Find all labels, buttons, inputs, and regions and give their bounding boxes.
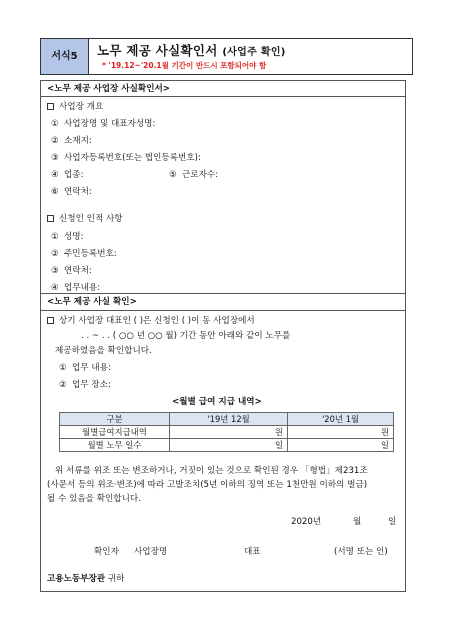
row-label: 월별급여지급내역	[60, 426, 170, 439]
work-item: ① 업무 내용:	[59, 363, 111, 373]
business-item: ③ 사업자등록번호(또는 법인등록번호):	[51, 153, 201, 163]
form-title-row	[97, 43, 286, 59]
date-day: 일	[388, 517, 397, 527]
form-number-badge: 서식5	[41, 39, 89, 74]
row-label: 월별 노무 일수	[60, 439, 170, 452]
statement-line-3: 제공하였음을 확인합니다.	[55, 346, 152, 356]
wage-cell[interactable]: 원	[288, 426, 394, 439]
section2-divider-top	[41, 293, 405, 294]
business-item: ② 소재지:	[51, 136, 92, 146]
recipient-line	[47, 574, 124, 584]
statement-line-1: 상기 사업장 대표인 ( )은 신청인 ( )이 동 사업장에서	[47, 316, 255, 326]
checkbox-icon	[47, 215, 54, 222]
header-text	[89, 39, 286, 74]
applicant-item: ① 성명:	[51, 232, 84, 242]
checkbox-icon	[47, 317, 54, 324]
confirmer-label: 확인자	[94, 547, 119, 557]
business-item: ⑥ 연락처:	[51, 187, 92, 197]
legal-line-1: 위 서류를 위조 또는 변조하거나, 거짓이 있는 것으로 확인된 경우 「형법」제231조	[55, 466, 368, 476]
section2-heading: <노무 제공 사실 확인>	[47, 297, 137, 307]
business-item: ① 사업장명 및 대표자성명:	[51, 119, 156, 129]
table-header-cell: '19년 12월	[170, 413, 288, 426]
wage-cell[interactable]: 원	[170, 426, 288, 439]
days-cell[interactable]: 일	[288, 439, 394, 452]
legal-line-2: (사문서 등의 위조·변조)에 따라 고발조치(5년 이하의 징역 또는 1천만원 이하의 벌금)	[47, 480, 368, 490]
date-month: 월	[353, 517, 362, 527]
business-item: ④ 업종:	[51, 170, 84, 180]
table-header-row	[60, 413, 394, 426]
applicant-item: ③ 연락처:	[51, 266, 92, 276]
section1-heading: <노무 제공 사업장 사실확인서>	[47, 84, 170, 94]
work-item: ② 업무 장소:	[59, 380, 111, 390]
business-overview-label: 사업장 개요	[47, 102, 103, 112]
recipient: 고용노동부장관	[47, 574, 106, 584]
business-item-employees: ⑤ 근로자수:	[169, 170, 219, 180]
representative-label: 대표	[244, 547, 261, 557]
table-row	[60, 426, 394, 439]
signature-placeholder: (서명 또는 인)	[334, 547, 388, 557]
statement-line-2: . . ~ . . ( ○○ 년 ○○ 월) 기간 동안 아래와 같이 노무를	[81, 331, 291, 341]
form-title-suffix: (사업주 확인)	[222, 47, 286, 58]
form-body	[40, 80, 406, 592]
period-notice: * '19.12~'20.1월 기간이 반드시 포함되어야 함	[102, 61, 267, 70]
days-cell[interactable]: 일	[170, 439, 288, 452]
section1-divider	[41, 96, 405, 97]
table-header-cell: '20년 1월	[288, 413, 394, 426]
form-title: 노무 제공 사실확인서	[97, 43, 218, 58]
table-header-cell: 구분	[60, 413, 170, 426]
applicant-item: ② 주민등록번호:	[51, 249, 117, 259]
applicant-item: ④ 업무내용:	[51, 283, 101, 293]
business-name-label: 사업장명	[134, 547, 168, 557]
legal-line-3: 될 수 있음을 확인합니다.	[47, 494, 141, 504]
wage-table	[59, 412, 394, 452]
date-year: 2020년	[291, 517, 322, 527]
wage-heading: <월별 급여 지급 내역>	[172, 397, 262, 407]
table-row	[60, 439, 394, 452]
applicant-info-label: 신청인 인적 사항	[47, 214, 123, 224]
recipient-suffix: 귀하	[107, 574, 125, 584]
section2-divider	[41, 310, 405, 311]
form-header	[40, 38, 413, 75]
checkbox-icon	[47, 103, 54, 110]
